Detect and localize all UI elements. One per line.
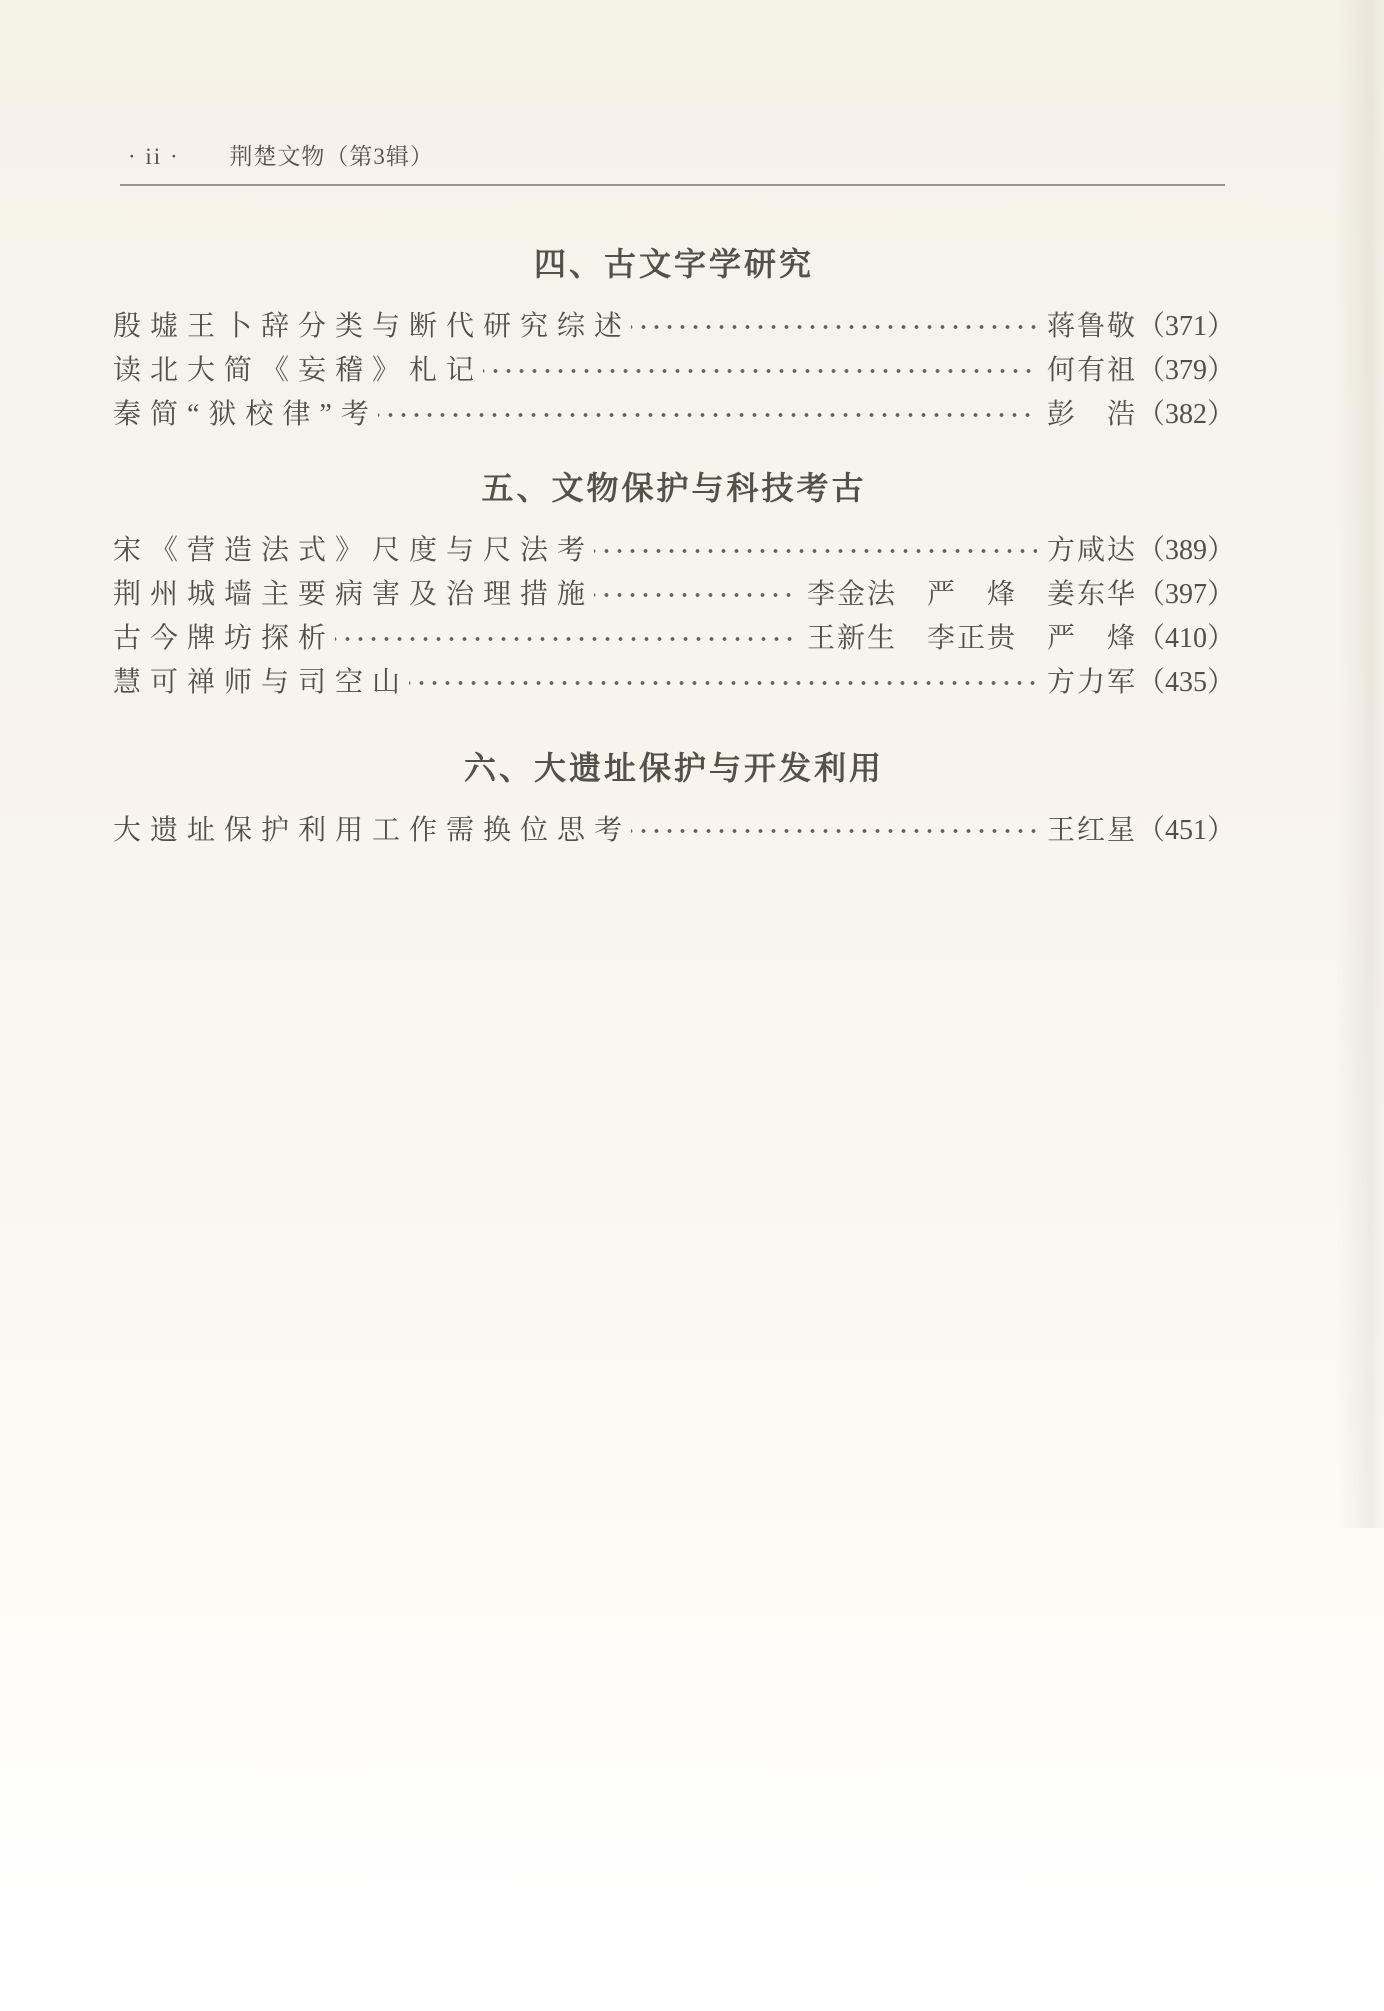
- folio-page-number: · ii ·: [128, 144, 180, 169]
- dot-leader: [378, 398, 1037, 432]
- entry-authors: 何有祖: [1046, 355, 1137, 386]
- entry-authors: 李金法 严 烽 姜东华: [806, 579, 1137, 610]
- section-heading: 四、古文字学研究: [533, 246, 814, 282]
- entry-title: 殷墟王卜辞分类与断代研究综述: [113, 311, 632, 342]
- entry-title: 大遗址保护利用工作需换位思考: [113, 815, 632, 846]
- dot-leader: [631, 814, 1037, 848]
- entry-page: （379）: [1136, 355, 1235, 386]
- entry-page: （382）: [1136, 399, 1235, 430]
- entry-title: 读北大简《妄稽》札记: [113, 355, 484, 386]
- toc-entry: [113, 666, 1235, 700]
- entry-page: （371）: [1136, 311, 1235, 342]
- dot-leader: [409, 666, 1037, 700]
- toc-entry: [113, 534, 1235, 568]
- entry-page: （397）: [1136, 579, 1235, 610]
- entry-title: 古今牌坊探析: [113, 623, 336, 654]
- entry-title: 秦简“狱校律”考: [113, 399, 378, 430]
- toc-entry: [113, 310, 1235, 344]
- dot-leader: [631, 310, 1037, 344]
- dot-leader: [594, 578, 797, 612]
- table-of-contents: [113, 0, 1235, 858]
- toc-entry: [113, 398, 1235, 432]
- page-edge-shadow: [1336, 0, 1384, 1528]
- entry-title: 宋《营造法式》尺度与尺法考: [113, 535, 595, 566]
- section-heading: 六、大遗址保护与开发利用: [463, 750, 884, 786]
- entry-authors: 方咸达: [1046, 535, 1137, 566]
- book-title: 荆楚文物（第3辑）: [229, 144, 434, 169]
- entry-title: 荆州城墙主要病害及治理措施: [113, 579, 595, 610]
- toc-entry: [113, 578, 1235, 612]
- entry-authors: 王新生 李正贵 严 烽: [806, 623, 1137, 654]
- entry-page: （410）: [1136, 623, 1235, 654]
- toc-entry: [113, 354, 1235, 388]
- section-heading: 五、文物保护与科技考古: [481, 470, 867, 506]
- dot-leader: [483, 354, 1037, 388]
- entry-page: （389）: [1136, 535, 1235, 566]
- entry-authors: 蒋鲁敬: [1046, 311, 1137, 342]
- entry-authors: 王红星: [1046, 815, 1137, 846]
- entry-title: 慧可禅师与司空山: [113, 667, 410, 698]
- entry-page: （435）: [1136, 667, 1235, 698]
- toc-entry: [113, 814, 1235, 848]
- entry-authors: 方力军: [1046, 667, 1137, 698]
- entry-authors: 彭 浩: [1046, 399, 1137, 430]
- dot-leader: [594, 534, 1037, 568]
- toc-entry: [113, 622, 1235, 656]
- dot-leader: [335, 622, 797, 656]
- entry-page: （451）: [1136, 815, 1235, 846]
